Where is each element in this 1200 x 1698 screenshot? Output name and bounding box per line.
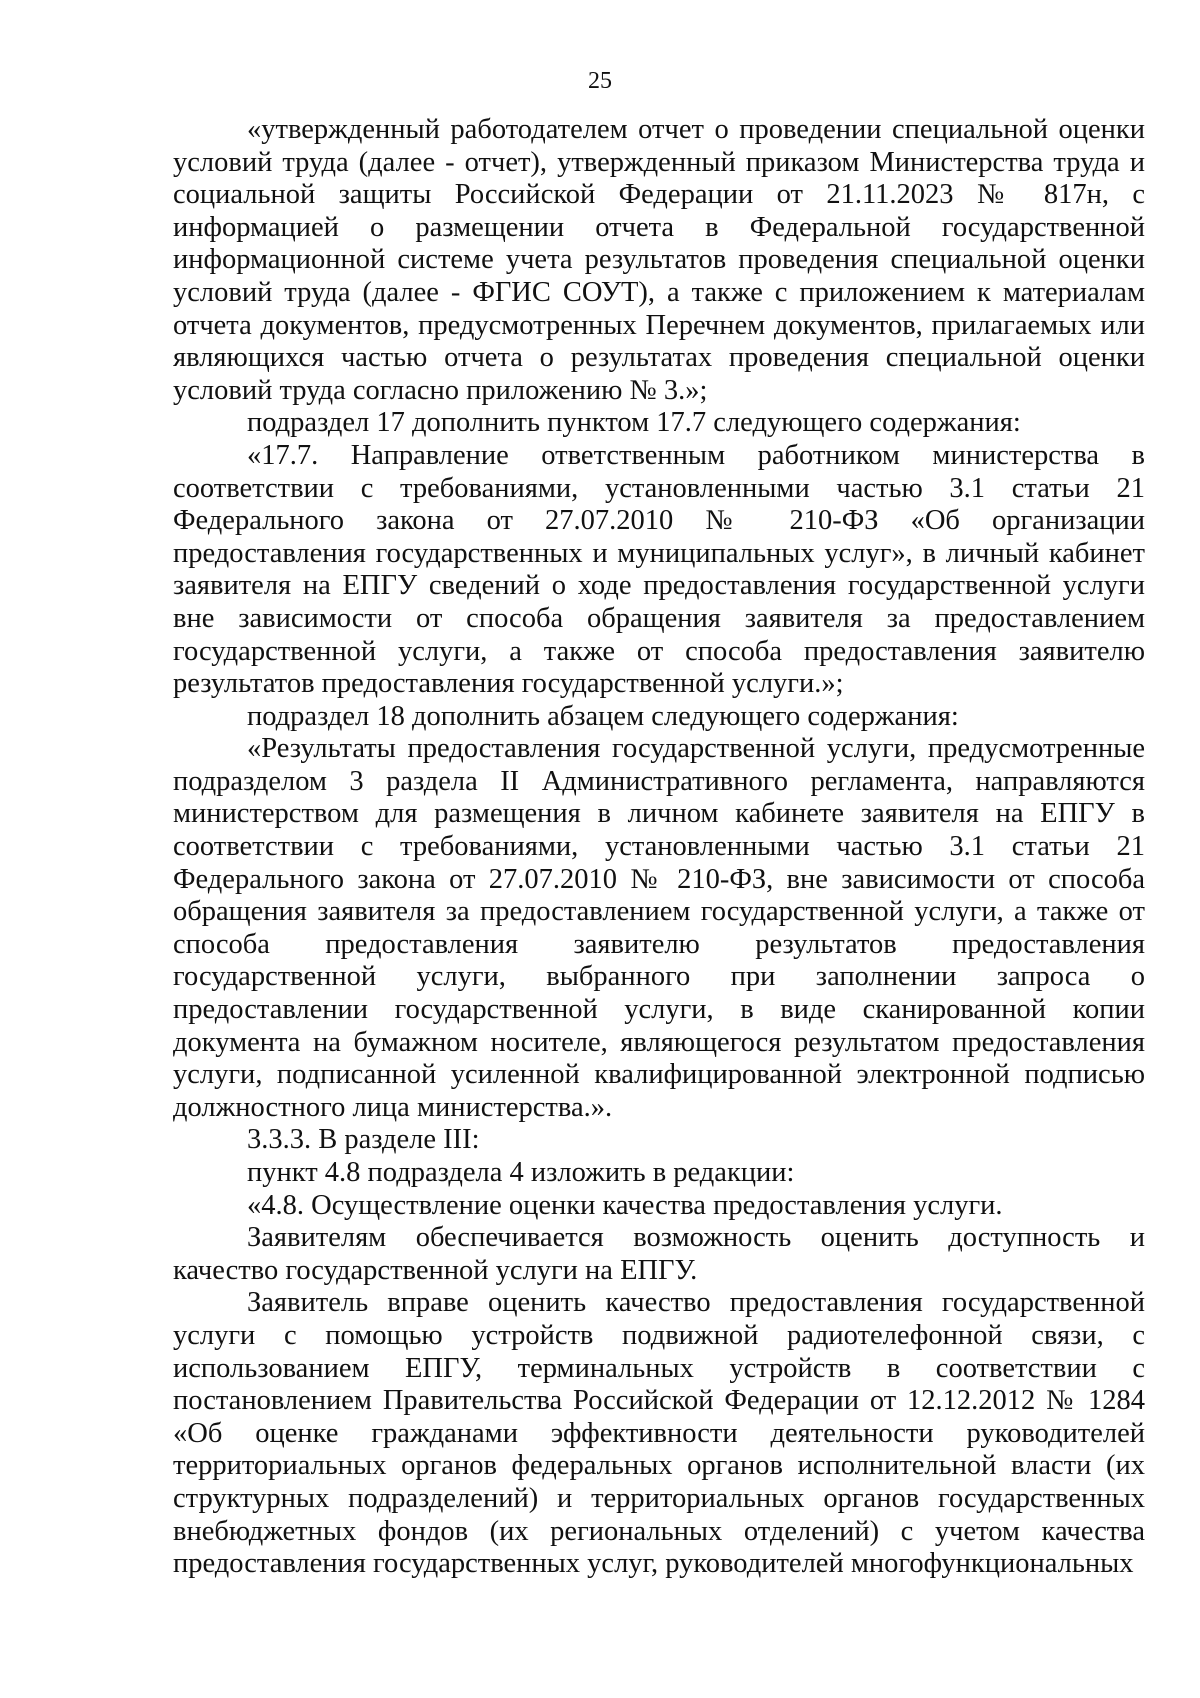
paragraph: «4.8. Осуществление оценки качества предоставления услуги. bbox=[247, 1189, 1003, 1221]
paragraph: Заявитель вправе оценить качество предоставления государственной услуги с помощью устройств подвижной радиотелефонной связи, с использованием ЕПГУ, терминальных устройств в соответствии с постановлением Правительства Российской Федерации от 12.12.2012 № 1284 «Об оценке гражданами эффективности деятельности руководителей территориальных органов федеральных органов исполнительной власти (их структурных подразделений) и территориальных органов государственных внебюджетных фондов (их региональных отделений) с учетом качества предоставления государственных услуг, руководителей многофункциональных bbox=[173, 1287, 1145, 1580]
paragraph: «утвержденный работодателем отчет о проведении специальной оценки условий труда (далее - отчет), утвержденный приказом Министерства труда и социальной защиты Российской Федерации от 21.11.2023 № 817н, с информацией о размещении отчета в Федеральной государственной информационной системе учета результатов проведения специальной оценки условий труда (далее - ФГИС СОУТ), а также с приложением к материалам отчета документов, предусмотренных Перечнем документов, прилагаемых или являющихся частью отчета о результатах проведения специальной оценки условий труда согласно приложению № 3.»; bbox=[173, 114, 1145, 406]
paragraph: пункт 4.8 подраздела 4 изложить в редакции: bbox=[247, 1157, 795, 1188]
document-body bbox=[173, 114, 1145, 1581]
paragraph: Заявителям обеспечивается возможность оценить доступность и качество государственной услуги на ЕПГУ. bbox=[173, 1222, 1145, 1286]
paragraph: подраздел 17 дополнить пунктом 17.7 следующего содержания: bbox=[247, 407, 1021, 439]
page-number: 25 bbox=[588, 68, 612, 94]
paragraph: подраздел 18 дополнить абзацем следующего содержания: bbox=[247, 700, 959, 732]
paragraph: 3.3.3. В разделе III: bbox=[247, 1124, 480, 1156]
paragraph: «Результаты предоставления государственной услуги, предусмотренные подразделом 3 раздела II Административного регламента, направляются министерством для размещения в личном кабинете заявителя на ЕПГУ в соответствии с требованиями, установленными частью 3.1 статьи 21 Федерального закона от 27.07.2010 № 210-ФЗ, вне зависимости от способа обращения заявителя за предоставлением государственной услуги, а также от способа предоставления заявителю результатов предоставления государственной услуги, выбранного при заполнении запроса о предоставлении государственной услуги, в виде сканированной копии документа на бумажном носителе, являющегося результатом предоставления услуги, подписанной усиленной квалифицированной электронной подписью должностного лица министерства.». bbox=[173, 733, 1145, 1123]
paragraph: «17.7. Направление ответственным работником министерства в соответствии с требованиями, установленными частью 3.1 статьи 21 Федерального закона от 27.07.2010 № 210-ФЗ «Об организации предоставления государственных и муниципальных услуг», в личный кабинет заявителя на ЕПГУ сведений о ходе предоставления государственной услуги вне зависимости от способа обращения заявителя за предоставлением государственной услуги, а также от способа предоставления заявителю результатов предоставления государственной услуги.»; bbox=[173, 439, 1145, 700]
